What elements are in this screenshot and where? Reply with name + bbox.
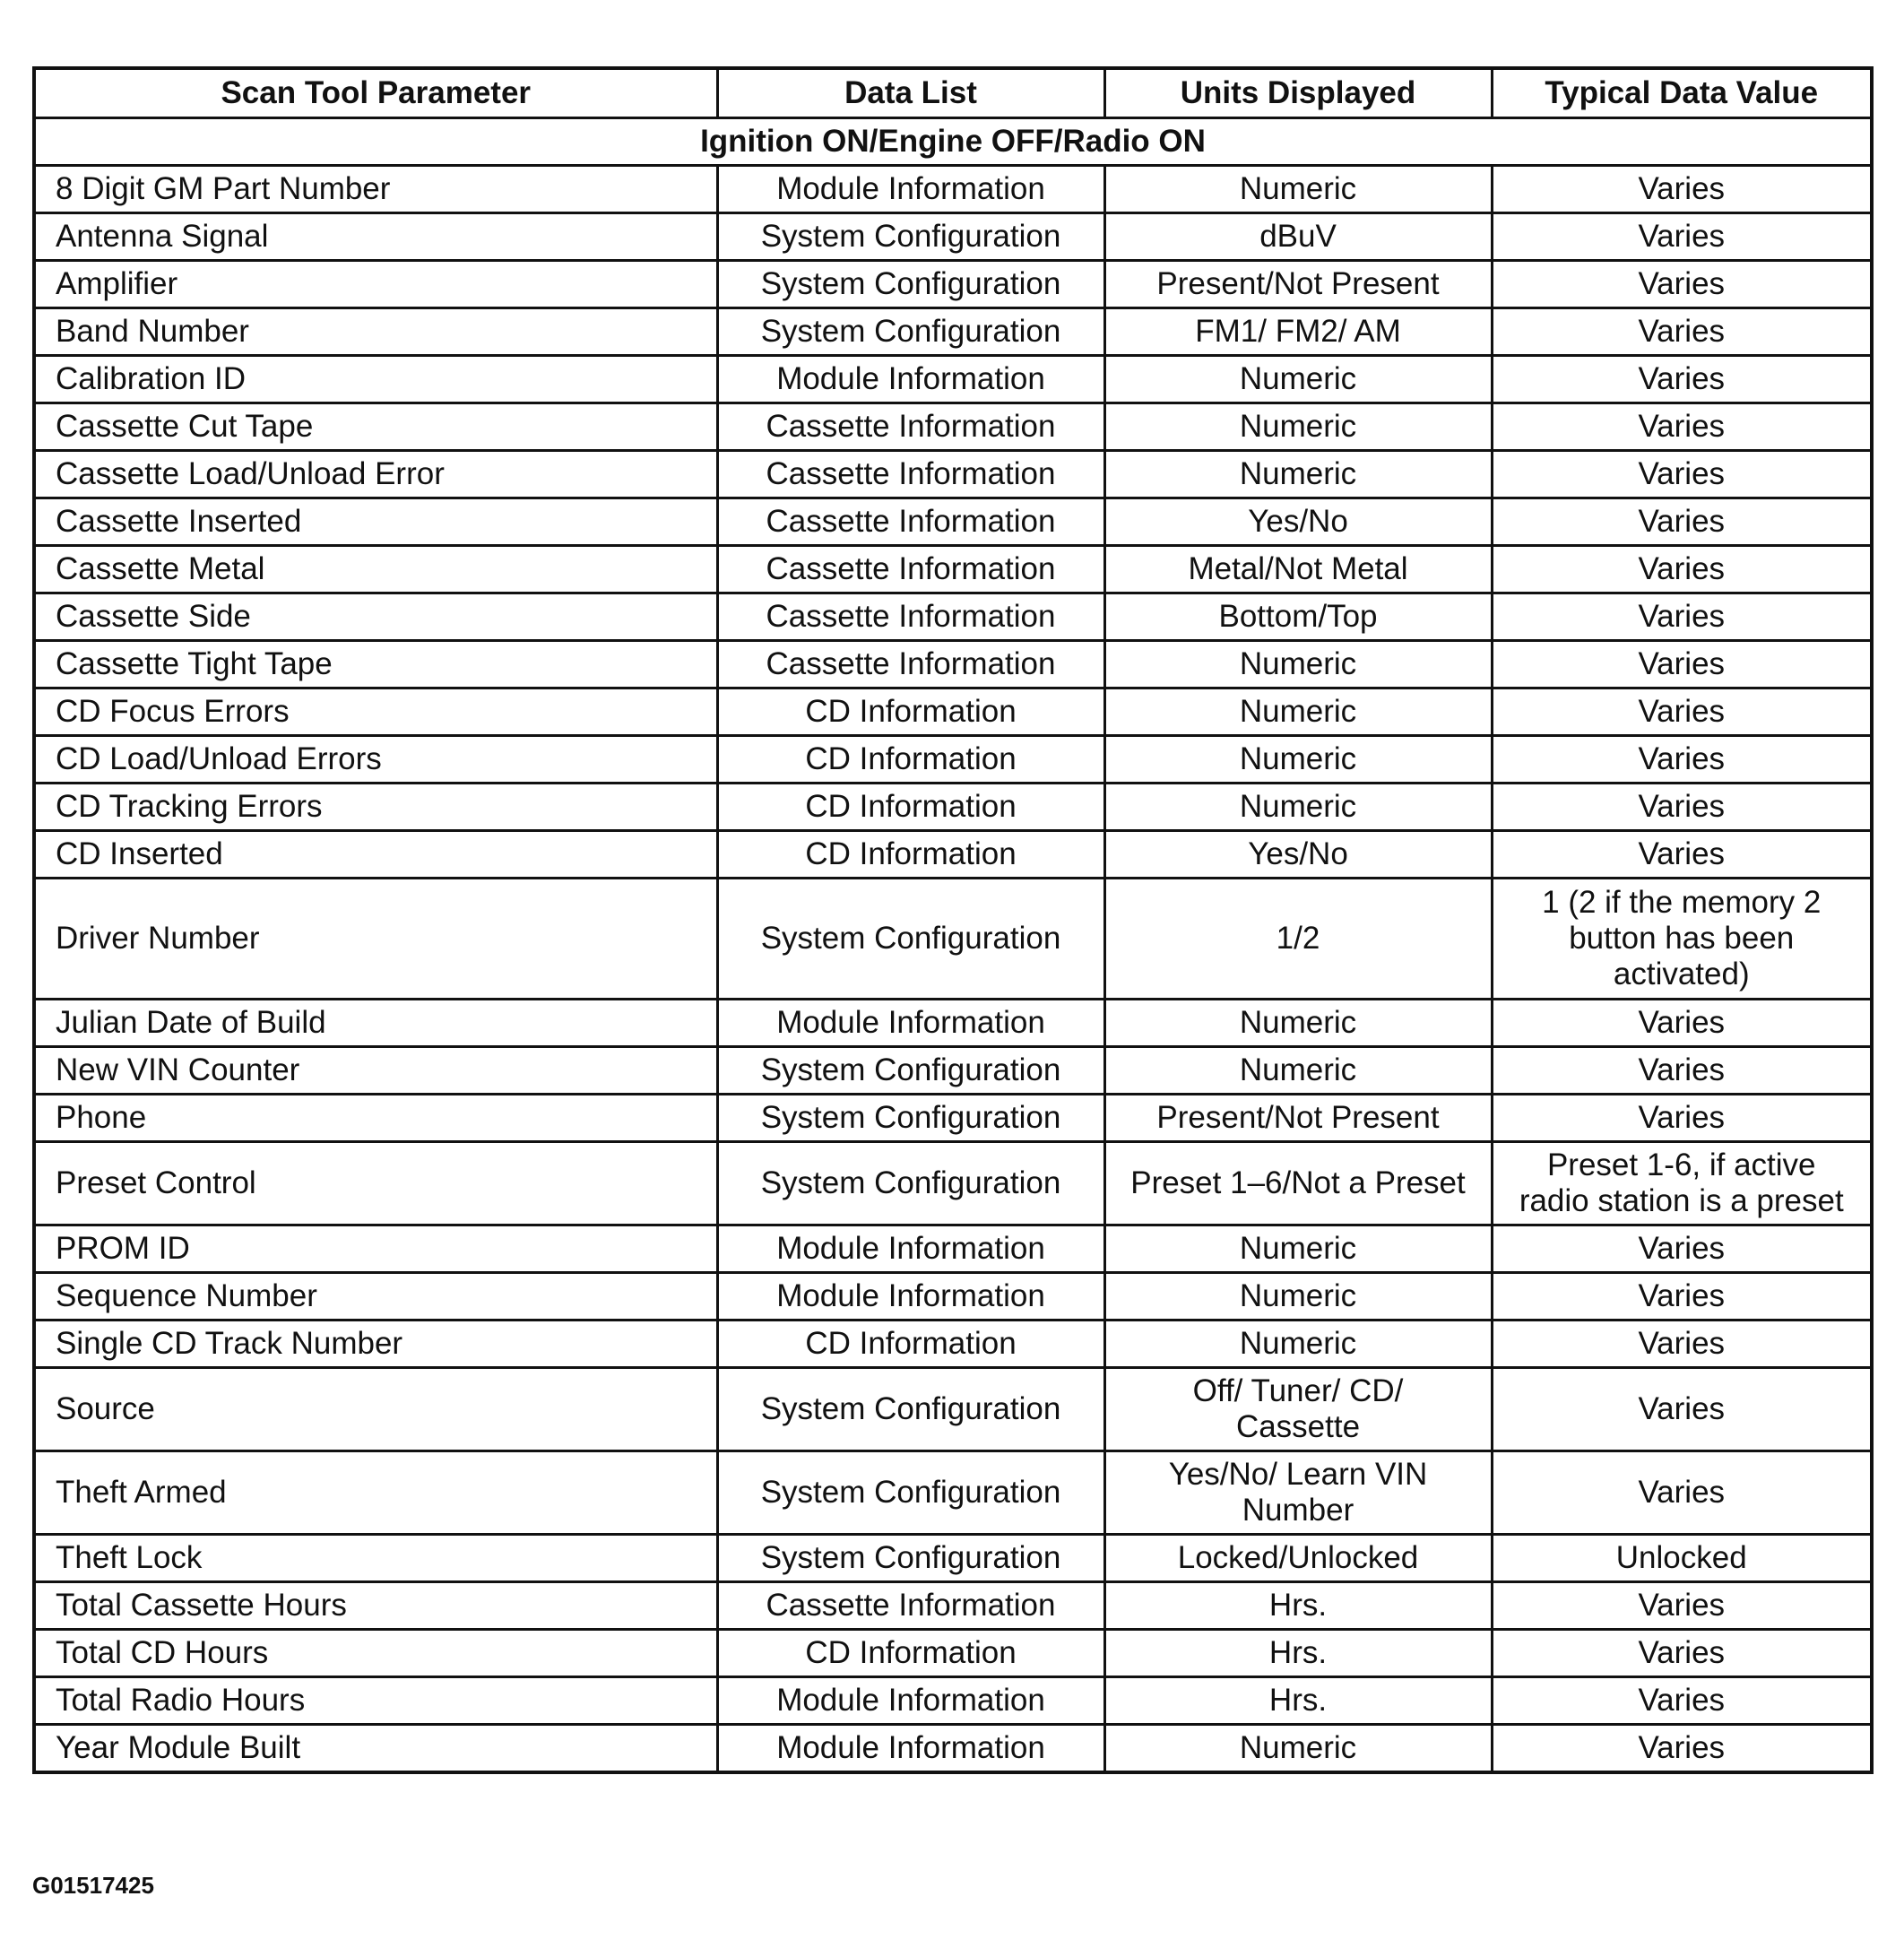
cell-scan-tool-parameter-text: 8 Digit GM Part Number <box>56 171 391 206</box>
cell-data-list <box>717 1095 1104 1142</box>
cell-units-displayed <box>1104 1582 1492 1630</box>
cell-data-list-text: CD Information <box>805 694 1017 729</box>
cell-typical-data-value <box>1492 1451 1872 1535</box>
header-typical-data-value: Typical Data Value <box>1492 68 1872 118</box>
cell-typical-data-value <box>1492 1368 1872 1451</box>
cell-scan-tool-parameter <box>34 1047 717 1095</box>
cell-typical-data-value <box>1492 1225 1872 1273</box>
cell-units-displayed-text: Numeric <box>1239 456 1357 491</box>
table-row <box>34 1582 1872 1630</box>
cell-data-list <box>717 498 1104 546</box>
cell-units-displayed <box>1104 1273 1492 1321</box>
cell-typical-data-value-text: Varies <box>1638 504 1726 539</box>
cell-units-displayed <box>1104 1535 1492 1582</box>
cell-typical-data-value-text: Varies <box>1638 1100 1726 1135</box>
cell-typical-data-value <box>1492 1725 1872 1773</box>
cell-data-list-text: Cassette Information <box>766 599 1056 634</box>
cell-units-displayed-text: Bottom/Top <box>1218 599 1378 634</box>
cell-data-list-text: Cassette Information <box>766 504 1056 539</box>
cell-typical-data-value <box>1492 1630 1872 1677</box>
cell-typical-data-value <box>1492 403 1872 451</box>
cell-typical-data-value-text: Varies <box>1638 171 1726 206</box>
cell-scan-tool-parameter-text: Total Radio Hours <box>56 1683 306 1718</box>
cell-typical-data-value-text: Varies <box>1638 1052 1726 1087</box>
cell-scan-tool-parameter-text: Cassette Side <box>56 599 251 634</box>
cell-units-displayed-text: dBuV <box>1259 219 1337 254</box>
cell-data-list-text: Cassette Information <box>766 409 1056 444</box>
cell-data-list-text: Cassette Information <box>766 646 1056 681</box>
cell-scan-tool-parameter <box>34 1273 717 1321</box>
cell-data-list-text: Module Information <box>776 1730 1045 1765</box>
cell-scan-tool-parameter <box>34 403 717 451</box>
cell-typical-data-value <box>1492 261 1872 308</box>
table-row <box>34 1273 1872 1321</box>
cell-units-displayed-text: Hrs. <box>1268 1635 1328 1670</box>
cell-units-displayed <box>1104 308 1492 356</box>
table-row <box>34 688 1872 736</box>
cell-data-list <box>717 451 1104 498</box>
cell-data-list-text: Cassette Information <box>766 1588 1056 1623</box>
cell-scan-tool-parameter-text: Cassette Metal <box>56 551 265 586</box>
cell-scan-tool-parameter-text: Preset Control <box>56 1165 256 1200</box>
cell-scan-tool-parameter-text: CD Focus Errors <box>56 694 290 729</box>
cell-units-displayed-text: Numeric <box>1239 789 1357 824</box>
cell-units-displayed-text: Hrs. <box>1268 1683 1328 1718</box>
cell-scan-tool-parameter-text: CD Tracking Errors <box>56 789 323 824</box>
cell-units-displayed <box>1104 1321 1492 1368</box>
cell-units-displayed-text: Preset 1–6/Not a Preset <box>1130 1165 1466 1200</box>
header-data-list: Data List <box>717 68 1104 118</box>
table-row <box>34 308 1872 356</box>
table-row <box>34 403 1872 451</box>
cell-typical-data-value-text: Varies <box>1638 1683 1726 1718</box>
cell-typical-data-value-text: Varies <box>1638 741 1726 776</box>
cell-units-displayed-text: Numeric <box>1239 694 1357 729</box>
cell-units-displayed-text: Numeric <box>1239 1278 1357 1313</box>
cell-scan-tool-parameter-text: Julian Date of Build <box>56 1005 326 1040</box>
cell-data-list <box>717 1225 1104 1273</box>
cell-data-list <box>717 1273 1104 1321</box>
cell-units-displayed-text: 1/2 <box>1276 921 1320 956</box>
cell-typical-data-value <box>1492 1142 1872 1225</box>
cell-scan-tool-parameter-text: Calibration ID <box>56 361 247 396</box>
cell-scan-tool-parameter-text: Cassette Cut Tape <box>56 409 314 444</box>
cell-scan-tool-parameter-text: Cassette Load/Unload Error <box>56 456 445 491</box>
cell-scan-tool-parameter <box>34 213 717 261</box>
cell-data-list-text: System Configuration <box>760 1540 1061 1575</box>
cell-scan-tool-parameter <box>34 1095 717 1142</box>
cell-typical-data-value <box>1492 593 1872 641</box>
cell-data-list <box>717 546 1104 593</box>
cell-units-displayed <box>1104 451 1492 498</box>
cell-units-displayed <box>1104 1368 1492 1451</box>
cell-data-list <box>717 1630 1104 1677</box>
cell-units-displayed-text: Locked/Unlocked <box>1177 1540 1419 1575</box>
cell-typical-data-value <box>1492 166 1872 213</box>
cell-typical-data-value <box>1492 1047 1872 1095</box>
cell-scan-tool-parameter <box>34 1582 717 1630</box>
cell-data-list-text: Module Information <box>776 171 1045 206</box>
table-row <box>34 641 1872 688</box>
cell-units-displayed-text: Present/Not Present <box>1156 1100 1440 1135</box>
cell-typical-data-value-text: Varies <box>1638 551 1726 586</box>
cell-typical-data-value <box>1492 784 1872 831</box>
cell-scan-tool-parameter-text: CD Inserted <box>56 836 223 871</box>
cell-units-displayed <box>1104 1630 1492 1677</box>
cell-units-displayed-text: Numeric <box>1239 409 1357 444</box>
cell-typical-data-value-text: Varies <box>1638 1231 1726 1266</box>
cell-data-list-text: System Configuration <box>760 314 1061 349</box>
cell-units-displayed-text: Numeric <box>1239 1326 1357 1361</box>
cell-typical-data-value-text: Varies <box>1638 266 1726 301</box>
cell-units-displayed <box>1104 879 1492 1000</box>
cell-data-list-text: Module Information <box>776 1005 1045 1040</box>
cell-scan-tool-parameter-text: New VIN Counter <box>56 1052 300 1087</box>
cell-scan-tool-parameter-text: Year Module Built <box>56 1730 301 1765</box>
cell-units-displayed <box>1104 688 1492 736</box>
cell-units-displayed <box>1104 1677 1492 1725</box>
cell-units-displayed <box>1104 784 1492 831</box>
cell-data-list-text: System Configuration <box>760 1475 1061 1510</box>
cell-units-displayed <box>1104 736 1492 784</box>
cell-units-displayed-text: Numeric <box>1239 646 1357 681</box>
section-title: Ignition ON/Engine OFF/Radio ON <box>34 118 1872 166</box>
cell-scan-tool-parameter-text: Single CD Track Number <box>56 1326 403 1361</box>
table-row <box>34 1095 1872 1142</box>
cell-units-displayed <box>1104 261 1492 308</box>
cell-typical-data-value <box>1492 546 1872 593</box>
cell-units-displayed-text: Numeric <box>1239 361 1357 396</box>
cell-typical-data-value <box>1492 831 1872 879</box>
cell-units-displayed-text: Numeric <box>1239 1005 1357 1040</box>
cell-data-list-text: Cassette Information <box>766 456 1056 491</box>
cell-units-displayed <box>1104 641 1492 688</box>
cell-units-displayed-text: Yes/No <box>1248 836 1348 871</box>
cell-data-list <box>717 1677 1104 1725</box>
cell-scan-tool-parameter <box>34 1451 717 1535</box>
cell-data-list-text: System Configuration <box>760 1165 1061 1200</box>
table-row <box>34 498 1872 546</box>
cell-units-displayed <box>1104 1000 1492 1047</box>
cell-data-list <box>717 831 1104 879</box>
cell-typical-data-value <box>1492 451 1872 498</box>
cell-data-list-text: Module Information <box>776 1278 1045 1313</box>
cell-data-list-text: CD Information <box>805 789 1017 824</box>
cell-scan-tool-parameter <box>34 1725 717 1773</box>
cell-typical-data-value-text: Varies <box>1638 361 1726 396</box>
cell-data-list <box>717 1321 1104 1368</box>
cell-data-list <box>717 213 1104 261</box>
cell-scan-tool-parameter-text: Source <box>56 1391 155 1426</box>
table-row <box>34 736 1872 784</box>
table-row <box>34 1225 1872 1273</box>
cell-data-list <box>717 1582 1104 1630</box>
cell-units-displayed <box>1104 403 1492 451</box>
table-row <box>34 546 1872 593</box>
cell-scan-tool-parameter <box>34 879 717 1000</box>
cell-scan-tool-parameter <box>34 308 717 356</box>
cell-units-displayed-text: Numeric <box>1239 171 1357 206</box>
cell-typical-data-value <box>1492 1000 1872 1047</box>
cell-units-displayed-text: Numeric <box>1239 1730 1357 1765</box>
table-row <box>34 451 1872 498</box>
cell-data-list <box>717 879 1104 1000</box>
cell-data-list <box>717 308 1104 356</box>
table-row <box>34 879 1872 1000</box>
cell-typical-data-value-text: Varies <box>1638 219 1726 254</box>
scan-tool-data-table <box>32 66 1874 1774</box>
cell-data-list-text: Cassette Information <box>766 551 1056 586</box>
table-row <box>34 593 1872 641</box>
cell-data-list-text: System Configuration <box>760 1100 1061 1135</box>
cell-data-list-text: Module Information <box>776 361 1045 396</box>
cell-units-displayed-text: Hrs. <box>1268 1588 1328 1623</box>
cell-data-list-text: CD Information <box>805 836 1017 871</box>
cell-typical-data-value <box>1492 308 1872 356</box>
cell-data-list <box>717 166 1104 213</box>
cell-scan-tool-parameter-text: Driver Number <box>56 921 260 956</box>
cell-typical-data-value-text: Varies <box>1638 789 1726 824</box>
cell-scan-tool-parameter <box>34 736 717 784</box>
table-row <box>34 1321 1872 1368</box>
cell-typical-data-value <box>1492 1535 1872 1582</box>
cell-scan-tool-parameter-text: Cassette Tight Tape <box>56 646 333 681</box>
cell-units-displayed <box>1104 1225 1492 1273</box>
cell-typical-data-value <box>1492 1095 1872 1142</box>
header-row <box>34 68 1872 118</box>
cell-typical-data-value-text: Varies <box>1638 1635 1726 1670</box>
cell-scan-tool-parameter-text: Antenna Signal <box>56 219 269 254</box>
cell-data-list-text: CD Information <box>805 1326 1017 1361</box>
cell-scan-tool-parameter <box>34 1368 717 1451</box>
cell-data-list <box>717 403 1104 451</box>
cell-scan-tool-parameter-text: Phone <box>56 1100 147 1135</box>
cell-data-list-text: Module Information <box>776 1683 1045 1718</box>
cell-units-displayed-text: Numeric <box>1239 1231 1357 1266</box>
table-row <box>34 1368 1872 1451</box>
cell-scan-tool-parameter <box>34 261 717 308</box>
cell-data-list <box>717 784 1104 831</box>
cell-typical-data-value-text: Varies <box>1638 314 1726 349</box>
cell-scan-tool-parameter <box>34 831 717 879</box>
table-row <box>34 1725 1872 1773</box>
cell-scan-tool-parameter <box>34 356 717 403</box>
cell-units-displayed-text: Metal/Not Metal <box>1188 551 1408 586</box>
scan-tool-data-sheet <box>32 66 1870 1774</box>
cell-data-list-text: System Configuration <box>760 219 1061 254</box>
cell-data-list-text: System Configuration <box>760 266 1061 301</box>
cell-typical-data-value <box>1492 1677 1872 1725</box>
table-row <box>34 1142 1872 1225</box>
cell-typical-data-value <box>1492 1273 1872 1321</box>
cell-units-displayed <box>1104 1142 1492 1225</box>
table-row <box>34 1535 1872 1582</box>
cell-scan-tool-parameter <box>34 451 717 498</box>
cell-units-displayed <box>1104 356 1492 403</box>
cell-scan-tool-parameter <box>34 546 717 593</box>
cell-data-list-text: System Configuration <box>760 1391 1061 1426</box>
cell-scan-tool-parameter <box>34 688 717 736</box>
header-scan-tool-parameter: Scan Tool Parameter <box>34 68 717 118</box>
cell-scan-tool-parameter-text: PROM ID <box>56 1231 190 1266</box>
cell-data-list <box>717 641 1104 688</box>
cell-typical-data-value-text: Varies <box>1638 409 1726 444</box>
table-body <box>34 118 1872 1773</box>
cell-scan-tool-parameter <box>34 784 717 831</box>
cell-typical-data-value <box>1492 1321 1872 1368</box>
cell-typical-data-value <box>1492 879 1872 1000</box>
cell-scan-tool-parameter-text: Band Number <box>56 314 249 349</box>
cell-units-displayed <box>1104 546 1492 593</box>
table-row <box>34 213 1872 261</box>
table-row <box>34 261 1872 308</box>
cell-units-displayed-text: Off/ Tuner/ CD/ Cassette <box>1192 1373 1404 1444</box>
cell-typical-data-value-text: Varies <box>1638 1278 1726 1313</box>
cell-data-list <box>717 688 1104 736</box>
cell-typical-data-value-text: Varies <box>1638 599 1726 634</box>
cell-units-displayed-text: Present/Not Present <box>1156 266 1440 301</box>
cell-units-displayed-text: Yes/No <box>1248 504 1348 539</box>
figure-id: G01517425 <box>32 1872 154 1899</box>
cell-scan-tool-parameter-text: Theft Armed <box>56 1475 227 1510</box>
cell-typical-data-value <box>1492 1582 1872 1630</box>
table-row <box>34 1630 1872 1677</box>
cell-units-displayed-text: Numeric <box>1239 741 1357 776</box>
cell-units-displayed <box>1104 831 1492 879</box>
cell-typical-data-value-text: Varies <box>1638 836 1726 871</box>
cell-scan-tool-parameter <box>34 1142 717 1225</box>
cell-units-displayed <box>1104 593 1492 641</box>
cell-scan-tool-parameter <box>34 593 717 641</box>
cell-units-displayed <box>1104 498 1492 546</box>
cell-scan-tool-parameter-text: Total CD Hours <box>56 1635 269 1670</box>
cell-scan-tool-parameter-text: Total Cassette Hours <box>56 1588 347 1623</box>
cell-typical-data-value <box>1492 498 1872 546</box>
cell-units-displayed <box>1104 1451 1492 1535</box>
cell-units-displayed-text: FM1/ FM2/ AM <box>1195 314 1401 349</box>
table-row <box>34 1451 1872 1535</box>
table-row <box>34 1047 1872 1095</box>
cell-units-displayed-text: Numeric <box>1239 1052 1357 1087</box>
cell-scan-tool-parameter <box>34 498 717 546</box>
cell-scan-tool-parameter <box>34 641 717 688</box>
cell-units-displayed <box>1104 166 1492 213</box>
cell-typical-data-value <box>1492 736 1872 784</box>
table-row <box>34 831 1872 879</box>
cell-data-list <box>717 1368 1104 1451</box>
cell-scan-tool-parameter <box>34 1630 717 1677</box>
table-row <box>34 166 1872 213</box>
cell-data-list <box>717 1047 1104 1095</box>
cell-scan-tool-parameter-text: CD Load/Unload Errors <box>56 741 382 776</box>
cell-typical-data-value-text: Varies <box>1638 1391 1726 1426</box>
cell-scan-tool-parameter-text: Amplifier <box>56 266 178 301</box>
cell-typical-data-value-text: Varies <box>1638 1588 1726 1623</box>
cell-scan-tool-parameter <box>34 1321 717 1368</box>
section-row <box>34 118 1872 166</box>
cell-typical-data-value-text: Varies <box>1638 456 1726 491</box>
cell-scan-tool-parameter-text: Cassette Inserted <box>56 504 302 539</box>
cell-typical-data-value-text: Varies <box>1638 1326 1726 1361</box>
cell-scan-tool-parameter <box>34 166 717 213</box>
cell-typical-data-value-text: Varies <box>1638 1005 1726 1040</box>
cell-scan-tool-parameter <box>34 1535 717 1582</box>
cell-units-displayed <box>1104 213 1492 261</box>
cell-scan-tool-parameter-text: Sequence Number <box>56 1278 317 1313</box>
cell-typical-data-value-text: 1 (2 if the memory 2 button has been activated) <box>1542 885 1822 991</box>
table-row <box>34 1000 1872 1047</box>
cell-data-list <box>717 1535 1104 1582</box>
cell-scan-tool-parameter <box>34 1000 717 1047</box>
cell-units-displayed <box>1104 1095 1492 1142</box>
cell-data-list-text: System Configuration <box>760 921 1061 956</box>
cell-data-list <box>717 1000 1104 1047</box>
cell-typical-data-value <box>1492 356 1872 403</box>
cell-typical-data-value-text: Varies <box>1638 646 1726 681</box>
cell-typical-data-value-text: Unlocked <box>1615 1540 1747 1575</box>
cell-data-list <box>717 1725 1104 1773</box>
cell-data-list <box>717 261 1104 308</box>
cell-typical-data-value-text: Preset 1-6, if active radio station is a preset <box>1519 1147 1844 1218</box>
cell-typical-data-value <box>1492 688 1872 736</box>
cell-typical-data-value-text: Varies <box>1638 1730 1726 1765</box>
cell-data-list <box>717 593 1104 641</box>
cell-data-list-text: System Configuration <box>760 1052 1061 1087</box>
cell-scan-tool-parameter-text: Theft Lock <box>56 1540 203 1575</box>
cell-data-list-text: CD Information <box>805 1635 1017 1670</box>
cell-data-list-text: Module Information <box>776 1231 1045 1266</box>
cell-data-list <box>717 356 1104 403</box>
cell-typical-data-value <box>1492 213 1872 261</box>
table-row <box>34 356 1872 403</box>
cell-data-list-text: CD Information <box>805 741 1017 776</box>
cell-typical-data-value-text: Varies <box>1638 1475 1726 1510</box>
cell-units-displayed <box>1104 1725 1492 1773</box>
cell-scan-tool-parameter <box>34 1677 717 1725</box>
header-units-displayed: Units Displayed <box>1104 68 1492 118</box>
cell-typical-data-value <box>1492 641 1872 688</box>
cell-units-displayed-text: Yes/No/ Learn VIN Number <box>1168 1457 1428 1528</box>
cell-data-list <box>717 1451 1104 1535</box>
cell-typical-data-value-text: Varies <box>1638 694 1726 729</box>
cell-data-list <box>717 736 1104 784</box>
cell-units-displayed <box>1104 1047 1492 1095</box>
table-row <box>34 1677 1872 1725</box>
cell-scan-tool-parameter <box>34 1225 717 1273</box>
cell-data-list <box>717 1142 1104 1225</box>
table-row <box>34 784 1872 831</box>
